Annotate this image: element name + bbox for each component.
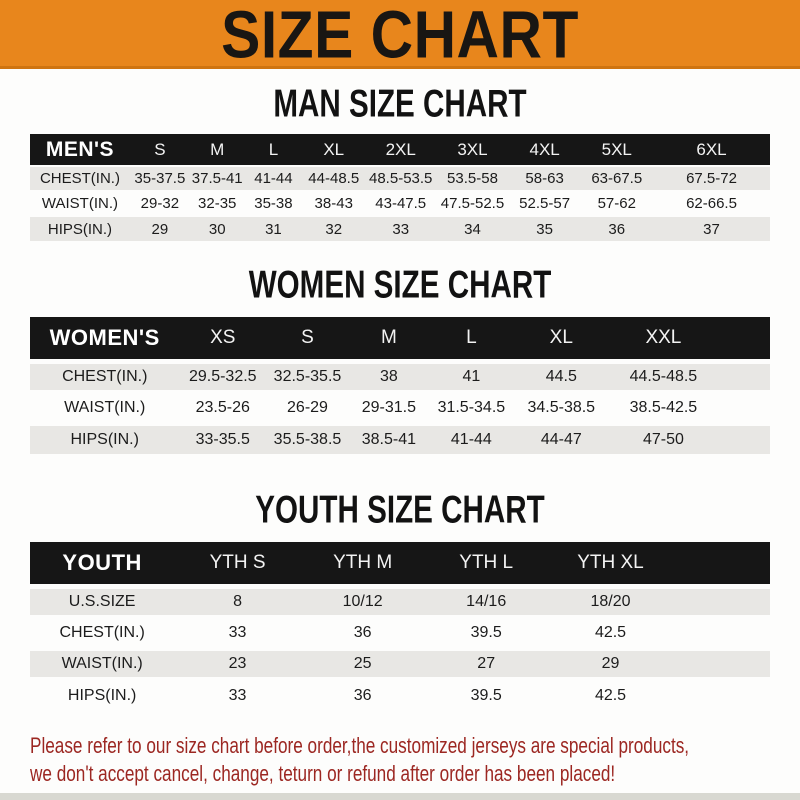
size-value: 32.5-35.5 <box>273 367 342 385</box>
size-value: 25 <box>353 654 372 672</box>
size-value: 29.5-32.5 <box>188 367 257 385</box>
size-value: 31 <box>265 220 282 238</box>
size-value: 37.5-41 <box>191 170 243 187</box>
size-value: 42.5 <box>594 623 627 641</box>
size-header-row <box>30 317 770 361</box>
size-value: 44-47 <box>540 430 582 448</box>
size-value: 41-44 <box>450 430 492 448</box>
size-value: 44.5-48.5 <box>629 367 698 385</box>
size-value: 38.5-42.5 <box>629 398 698 416</box>
spacer-cell <box>673 617 770 648</box>
table-row <box>30 648 770 679</box>
size-column-header: XXL <box>645 326 682 348</box>
table-row <box>30 392 770 423</box>
size-column-header: S <box>301 326 314 348</box>
measurement-row-label: U.S.SIZE <box>68 592 136 610</box>
measurement-row-label: CHEST(IN.) <box>59 623 145 641</box>
size-value: 32 <box>325 220 343 238</box>
measurement-row-label: WAIST(IN.) <box>64 398 146 416</box>
size-column-header: XS <box>210 326 236 348</box>
table-row <box>30 191 770 216</box>
size-value: 38 <box>379 367 398 385</box>
size-value: 57-62 <box>597 195 636 212</box>
size-column-header: YTH S <box>209 551 266 573</box>
measurement-row-label: CHEST(IN.) <box>39 170 120 187</box>
man-size-table <box>30 134 770 241</box>
section-heading-youth: YOUTH SIZE CHART <box>255 487 545 532</box>
table-row <box>30 586 770 617</box>
table-row <box>30 216 770 241</box>
size-value: 33 <box>228 686 247 704</box>
section-heading-women: WOMEN SIZE CHART <box>248 262 552 307</box>
size-value: 62-66.5 <box>686 195 737 212</box>
section-women <box>0 262 800 454</box>
size-value: 23.5-26 <box>195 398 250 416</box>
size-value: 37 <box>703 220 720 238</box>
page-title: SIZE CHART <box>221 0 579 73</box>
size-column-header: 4XL <box>529 139 560 159</box>
measurement-row-label: HIPS(IN.) <box>70 430 139 448</box>
size-value: 35-37.5 <box>134 170 186 187</box>
size-value: 8 <box>233 592 243 610</box>
size-value: 35-38 <box>254 195 293 212</box>
size-value: 33 <box>228 623 247 641</box>
size-value: 35.5-38.5 <box>273 430 342 448</box>
size-value: 63-67.5 <box>591 170 643 187</box>
footer-line-2 <box>30 760 800 788</box>
measurement-row-label: WAIST(IN.) <box>41 195 118 212</box>
size-value: 18/20 <box>590 592 631 610</box>
size-value: 29 <box>151 220 169 238</box>
size-column-header: YTH XL <box>577 551 644 573</box>
size-value: 38.5-41 <box>361 430 416 448</box>
size-value: 44.5 <box>545 367 577 385</box>
size-value: 47.5-52.5 <box>440 195 505 212</box>
footer-note <box>30 732 800 788</box>
size-value: 41-44 <box>254 170 293 187</box>
size-value: 33 <box>392 220 410 238</box>
size-value: 52.5-57 <box>519 195 571 212</box>
size-value: 27 <box>477 654 496 672</box>
measurement-row-label: HIPS(IN.) <box>47 220 113 238</box>
size-value: 39.5 <box>470 686 502 704</box>
size-value: 38-43 <box>314 195 353 212</box>
size-value: 26-29 <box>287 398 328 416</box>
size-column-header: S <box>154 139 166 159</box>
table-row <box>30 617 770 648</box>
table-row <box>30 423 770 454</box>
size-value: 29-32 <box>140 195 180 212</box>
size-value: 36 <box>353 686 372 704</box>
banner <box>0 0 800 73</box>
women-size-table <box>30 317 770 454</box>
size-value: 36 <box>353 623 372 641</box>
size-column-header: 2XL <box>385 139 416 159</box>
size-value: 47-50 <box>642 430 684 448</box>
size-column-header: YTH M <box>333 551 393 573</box>
size-value: 35 <box>536 220 553 238</box>
size-column-header: L <box>466 326 477 348</box>
size-value: 14/16 <box>466 592 507 610</box>
bottom-strip <box>0 793 800 800</box>
size-value: 32-35 <box>198 195 237 212</box>
size-value: 29-31.5 <box>361 398 416 416</box>
spacer-cell <box>673 679 770 710</box>
table-corner-label: YOUTH <box>62 549 142 575</box>
size-column-header: M <box>210 139 225 159</box>
size-column-header: YTH L <box>459 551 514 573</box>
spacer-cell <box>718 361 770 392</box>
size-value: 29 <box>601 654 620 672</box>
measurement-row-label: WAIST(IN.) <box>61 654 143 672</box>
size-value: 44-48.5 <box>308 170 360 187</box>
size-column-header: M <box>380 326 397 348</box>
spacer-cell <box>673 648 770 679</box>
size-value: 34.5-38.5 <box>527 398 596 416</box>
table-corner-label: MEN'S <box>45 137 115 161</box>
size-value: 31.5-34.5 <box>437 398 506 416</box>
section-man <box>0 81 800 241</box>
spacer-cell <box>718 317 770 361</box>
size-value: 33-35.5 <box>195 430 250 448</box>
measurement-row-label: HIPS(IN.) <box>67 686 137 704</box>
size-column-header: 3XL <box>457 139 488 159</box>
section-youth <box>0 487 800 710</box>
spacer-cell <box>673 586 770 617</box>
spacer-cell <box>673 542 770 586</box>
table-corner-label: WOMEN'S <box>49 324 160 350</box>
charts-container <box>0 81 800 710</box>
measurement-row-label: CHEST(IN.) <box>62 367 148 385</box>
size-column-header: 5XL <box>601 139 632 159</box>
footer-line-1 <box>30 732 800 760</box>
size-header-row <box>30 134 770 166</box>
size-value: 39.5 <box>470 623 502 641</box>
size-value: 36 <box>608 220 626 238</box>
table-row <box>30 166 770 191</box>
spacer-cell <box>718 423 770 454</box>
size-value: 34 <box>464 220 481 238</box>
size-value: 30 <box>208 220 226 238</box>
size-value: 53.5-58 <box>447 170 498 187</box>
size-value: 41 <box>462 367 481 385</box>
size-column-header: XL <box>323 139 345 159</box>
size-value: 42.5 <box>594 686 627 704</box>
size-value: 23 <box>228 654 247 672</box>
size-value: 67.5-72 <box>686 170 737 187</box>
size-value: 10/12 <box>342 592 383 610</box>
section-heading-man: MAN SIZE CHART <box>273 81 527 126</box>
table-row <box>30 361 770 392</box>
size-value: 58-63 <box>525 170 564 187</box>
size-value: 43-47.5 <box>375 195 427 212</box>
size-column-header: 6XL <box>696 139 727 159</box>
size-value: 48.5-53.5 <box>369 170 433 187</box>
footer-line-1-text: Please refer to our size chart before order,the customized jerseys are special products, <box>30 733 690 758</box>
spacer-cell <box>718 392 770 423</box>
size-column-header: L <box>268 139 279 159</box>
youth-size-table <box>30 542 770 710</box>
footer-line-2-text: we don't accept cancel, change, teturn or refund after order has been placed! <box>30 761 616 786</box>
table-row <box>30 679 770 710</box>
size-header-row <box>30 542 770 586</box>
size-column-header: XL <box>549 326 573 348</box>
